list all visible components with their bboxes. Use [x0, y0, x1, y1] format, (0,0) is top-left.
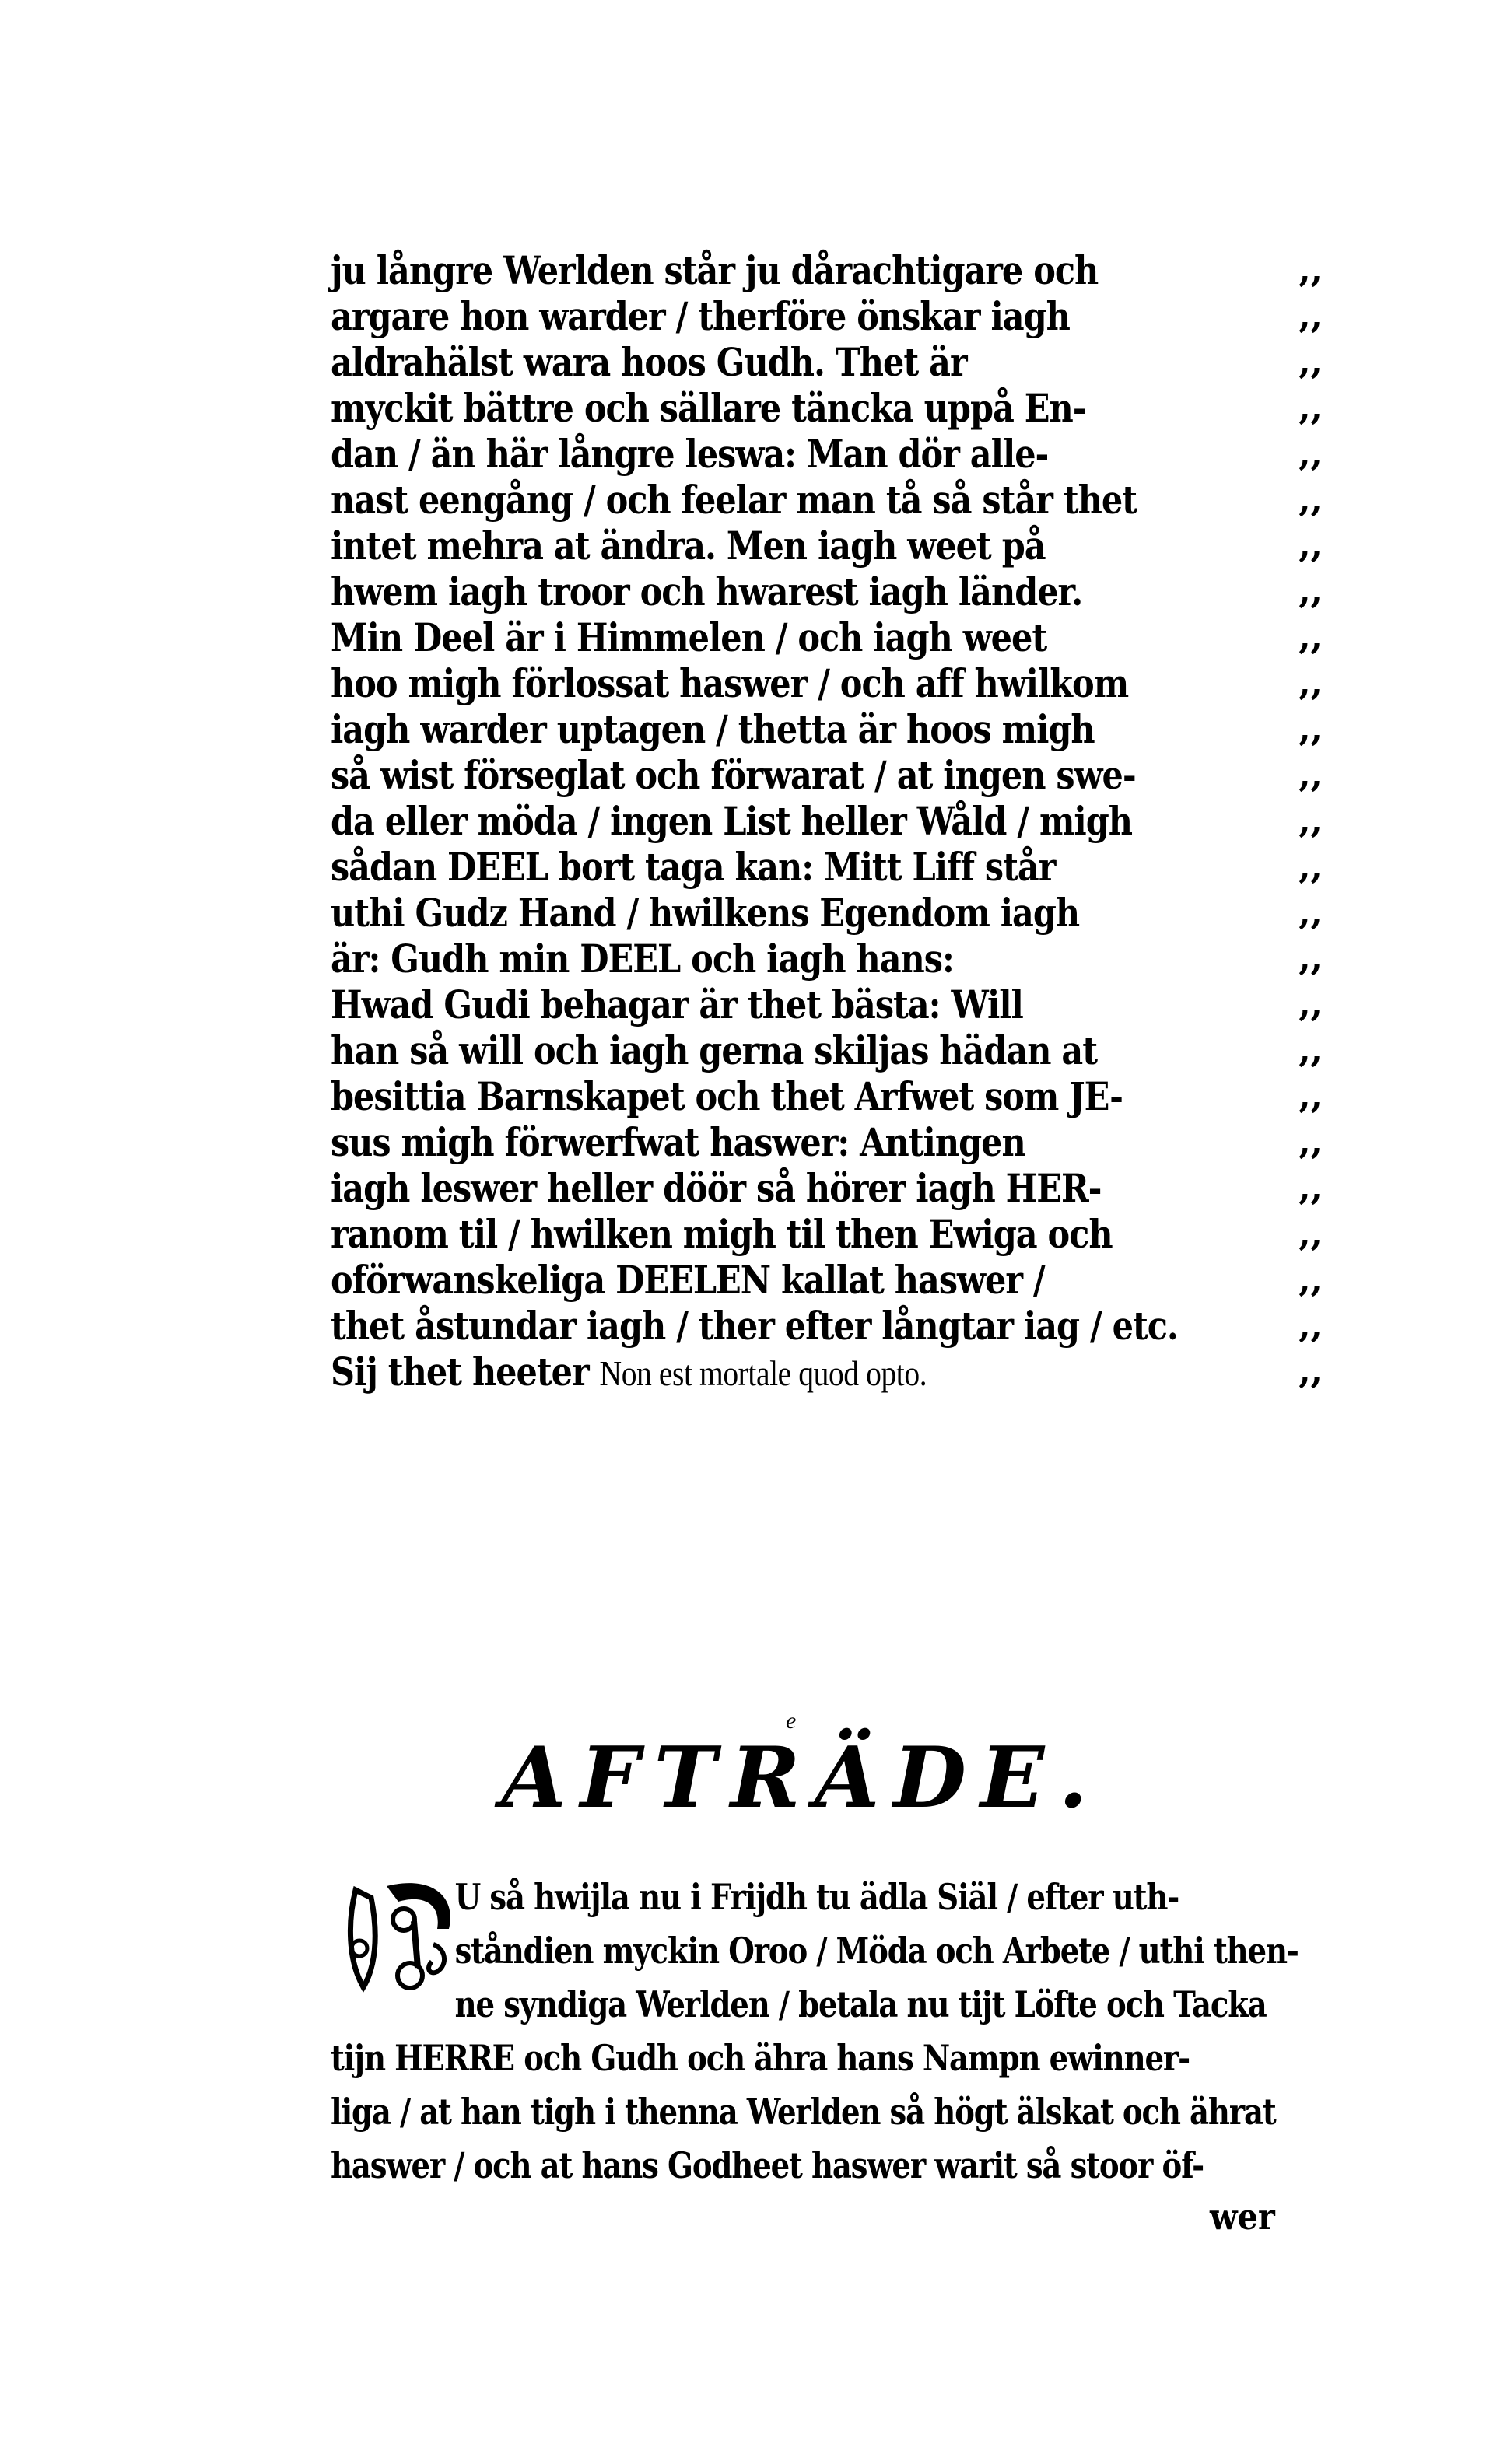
quotation-mark: ,,	[1298, 1031, 1323, 1070]
quotation-mark: ,,	[1298, 342, 1323, 382]
line-text: hwem iagh troor och hwarest iagh länder.	[331, 569, 1083, 614]
paragraph-line-text: U så hwijla nu i Frijdh tu ädla Siäl / efter uth-	[454, 1876, 1179, 1918]
paragraph-line	[331, 1978, 1267, 2032]
line-text: besittia Barnskapet och thet Arfwet som JE-	[331, 1073, 1123, 1119]
line-text: nast eengång / och feelar man tå så står thet	[331, 477, 1137, 523]
text-line	[331, 523, 1323, 569]
line-text: han så will och iagh gerna skiljas hädan at	[331, 1027, 1098, 1073]
line-text: dan / än här långre leswa: Man dör alle-	[331, 431, 1049, 477]
quotation-mark: ,,	[1298, 1076, 1323, 1116]
paragraph-line-text: liga / at han tigh i thenna Werlden så högt älskat och ährat	[331, 2091, 1276, 2133]
text-line	[331, 385, 1323, 431]
quotation-mark: ,,	[1298, 847, 1323, 887]
text-line	[331, 890, 1323, 936]
text-line	[331, 660, 1323, 706]
heading-superscript: e	[786, 1708, 797, 1734]
quotation-mark: ,,	[1298, 1168, 1323, 1208]
quotation-mark: ,,	[1298, 1122, 1323, 1162]
motto-line	[331, 1349, 1323, 1395]
line-text: så wist förseglat och förwarat / at ingen swe-	[331, 752, 1136, 798]
text-line	[331, 247, 1323, 293]
text-line	[331, 293, 1323, 339]
line-text: da eller möda / ingen List heller Wåld / migh	[331, 798, 1132, 844]
line-text: Hwad Gudi behagar är thet bästa: Will	[331, 982, 1023, 1027]
text-line	[331, 1027, 1323, 1073]
paragraph-line-text: ne syndiga Werlden / betala nu tijt Löfte och Tacka	[454, 1983, 1267, 2025]
text-line	[331, 798, 1323, 844]
upper-text-block	[331, 247, 1323, 1395]
text-line	[331, 1211, 1323, 1257]
paragraph-line-text: tijn HERRE och Gudh och ähra hans Nampn ewinner-	[331, 2037, 1190, 2079]
quotation-mark: ,,	[1298, 709, 1323, 749]
text-line	[331, 706, 1323, 752]
quotation-mark: ,,	[1298, 755, 1323, 795]
quotation-mark: ,,	[1298, 434, 1323, 474]
text-line	[331, 614, 1323, 660]
line-text: hoo migh förlossat haswer / och aff hwilkom	[331, 660, 1129, 706]
paragraph-line-text: haswer / och at hans Godheet haswer warit så stoor öf-	[331, 2144, 1204, 2186]
text-line	[331, 1303, 1323, 1349]
text-line	[331, 844, 1323, 890]
paragraph-line	[331, 1924, 1298, 1978]
line-text: myckit bättre och sällare täncka uppå En-	[331, 385, 1086, 431]
body-paragraph	[331, 1871, 1303, 2193]
line-text: sådan DEEL bort taga kan: Mitt Liff står	[331, 844, 1056, 890]
line-text: ju långre Werlden står ju dårachtigare och	[331, 247, 1099, 293]
catchword: wer	[1210, 2196, 1275, 2238]
line-text: thet åstundar iagh / ther efter långtar iag / etc.	[331, 1303, 1178, 1349]
quotation-mark: ,,	[1298, 893, 1323, 933]
line-text: ranom til / hwilken migh til then Ewiga och	[331, 1211, 1113, 1257]
line-text: aldrahälst wara hoos Gudh. Thet är	[331, 339, 967, 385]
text-line	[331, 1073, 1323, 1119]
paragraph-line-text: ståndien myckin Oroo / Möda och Arbete / uthi then-	[454, 1930, 1298, 1972]
text-line	[331, 569, 1323, 614]
quotation-mark: ,,	[1298, 663, 1323, 703]
quotation-mark: ,,	[1298, 250, 1323, 290]
quotation-mark: ,,	[1298, 480, 1323, 520]
quotation-mark: ,,	[1298, 1214, 1323, 1254]
section-heading: AFTRÄDE.	[501, 1729, 1102, 1827]
text-line	[331, 477, 1323, 523]
line-text: uthi Gudz Hand / hwilkens Egendom iagh	[331, 890, 1080, 936]
line-text: sus migh förwerfwat haswer: Antingen	[331, 1119, 1025, 1165]
quotation-mark: ,,	[1298, 526, 1323, 565]
quotation-mark: ,,	[1298, 388, 1323, 428]
motto-latin: Non est mortale quod opto.	[599, 1353, 927, 1393]
quotation-mark: ,,	[1298, 572, 1323, 611]
line-text: är: Gudh min DEEL och iagh hans:	[331, 936, 954, 982]
paragraph-line	[331, 2085, 1276, 2139]
quotation-mark: ,,	[1298, 985, 1323, 1024]
line-text: argare hon warder / therföre önskar iagh	[331, 293, 1070, 339]
paragraph-line	[331, 2032, 1190, 2085]
motto-fraktur: Sij thet heeter	[331, 1349, 589, 1395]
text-line	[331, 431, 1323, 477]
quotation-mark: ,,	[1298, 1352, 1323, 1391]
line-text: iagh warder uptagen / thetta är hoos migh	[331, 706, 1095, 752]
text-line	[331, 936, 1323, 982]
text-line	[331, 1165, 1323, 1211]
paragraph-line	[331, 2139, 1204, 2193]
quotation-mark: ,,	[1298, 618, 1323, 657]
quotation-mark: ,,	[1298, 939, 1323, 978]
quotation-mark: ,,	[1298, 1260, 1323, 1300]
quotation-mark: ,,	[1298, 1306, 1323, 1346]
line-text: oförwanskeliga DEELEN kallat haswer /	[331, 1257, 1045, 1303]
text-line	[331, 982, 1323, 1027]
text-line	[331, 1257, 1323, 1303]
text-line	[331, 1119, 1323, 1165]
quotation-mark: ,,	[1298, 296, 1323, 336]
quotation-mark: ,,	[1298, 801, 1323, 841]
line-text: Min Deel är i Himmelen / och iagh weet	[331, 614, 1047, 660]
paragraph-line	[331, 1871, 1179, 1924]
line-text: intet mehra at ändra. Men iagh weet på	[331, 523, 1046, 569]
line-text: iagh leswer heller döör så hörer iagh HER-	[331, 1165, 1102, 1211]
text-line	[331, 339, 1323, 385]
text-line	[331, 752, 1323, 798]
